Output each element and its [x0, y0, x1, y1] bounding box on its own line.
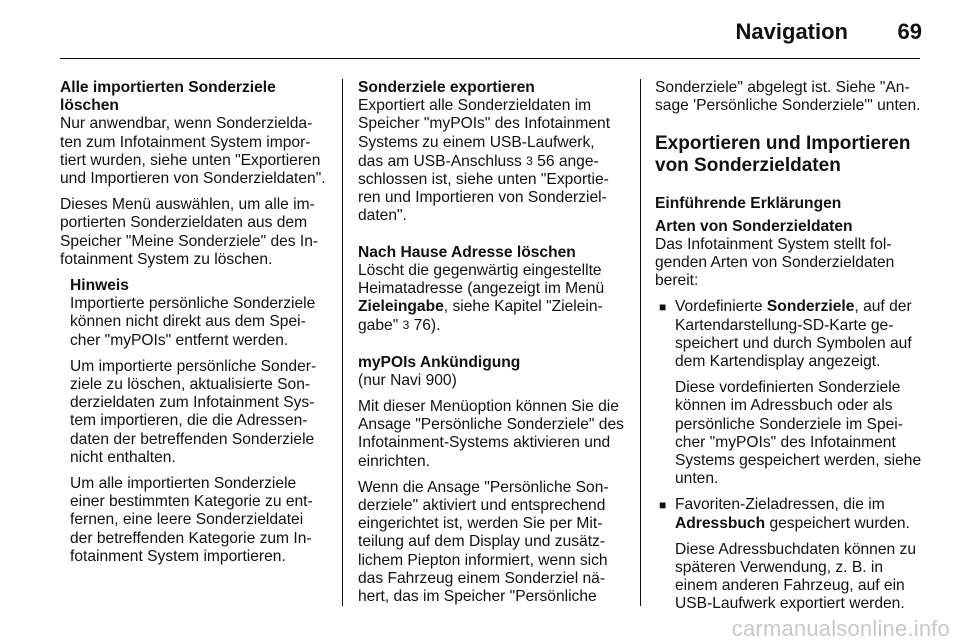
note-box — [60, 277, 326, 566]
chapter-heading-export-import: Exportieren und Importieren von Sonderzieldaten — [655, 133, 911, 177]
paragraph: Sonderziele" abgelegt ist. Siehe "Ansage 'Persönliche Sonderziele'" unten. — [655, 79, 921, 115]
list-subparagraph: Diese vordefinierten Sonderziele können im Adressbuch oder als persönliche Sonderziele im Speicher "myPOIs" des Infotainment Systems gespeichert werden, siehe unten. — [675, 379, 922, 488]
list-item — [655, 496, 923, 532]
column-3 — [655, 79, 923, 622]
page-number: 69 — [897, 19, 922, 44]
bullet-icon: ■ — [659, 300, 667, 315]
note-title: Hinweis — [70, 277, 129, 295]
paragraph: (nur Navi 900) — [358, 371, 457, 389]
text-run: , auf der Kartendarstellung-SD-Karte gespeichert und durch Symbolen auf dem Kartendisplay angezeigt. — [675, 298, 912, 371]
paragraph: Dieses Menü auswählen, um alle importierten Sonderzieldaten aus dem Speicher "Meine Sonderziele" des Infotainment System zu löschen. — [60, 196, 319, 268]
column-divider-1 — [342, 79, 343, 606]
paragraph: Das Infotainment System stellt folgenden Arten von Sonderzieldaten bereit: — [655, 235, 895, 290]
paragraph: Mit dieser Menüoption können Sie die Ansage "Persönliche Sonderziele" des Infotainment-Systems aktivieren und einrichten. — [358, 398, 624, 470]
list-subparagraph: Diese Adressbuchdaten können zu späteren Verwendung, z. B. in einem anderen Fahrzeug, auf ein USB-Laufwerk exportiert werden. — [675, 540, 917, 613]
page-header — [0, 0, 960, 58]
text-run: Löscht die gegenwärtig eingestellte Heimatadresse (angezeigt im Menü — [358, 261, 605, 298]
text-run: , siehe Kapitel "Zieleingabe" — [358, 298, 603, 335]
section-heading-delete-imported: Alle importierten Sonderziele löschen — [60, 79, 276, 115]
list-item — [655, 298, 923, 371]
page-reference-arrow-icon: 3 — [526, 153, 533, 168]
paragraph — [358, 97, 624, 225]
menu-term: Adressbuch — [675, 514, 766, 532]
paragraph: Nur anwendbar, wenn Sonderzieldaten zum Infotainment System importiert wurden, siehe unten "Exportieren und Importieren von Sonderzieldaten". — [60, 115, 326, 188]
note-paragraph: Um importierte persönliche Sonderziele zu löschen, aktualisierte Sonderzieldaten zum Infotainment System importieren, die die Adressendaten der betreffenden Sonderziele nicht enthalten. — [70, 357, 317, 466]
section-heading-mypois-announcement: myPOIs Ankündigung — [358, 353, 521, 371]
section-heading-export-poi: Sonderziele exportieren — [358, 79, 535, 96]
text-run: 56 angeschlossen ist, siehe unten "Exportieren und Importieren von Sonderzieldaten". — [358, 152, 609, 225]
text-run: Exportiert alle Sonderzieldaten im Speicher "myPOIs" des Infotainment Systems zu einem USB-Laufwerk, das am USB-Anschluss — [358, 97, 611, 170]
column-1 — [60, 79, 326, 574]
page-reference-arrow-icon: 3 — [402, 318, 410, 333]
bullet-icon: ■ — [659, 498, 667, 513]
paragraph: Wenn die Ansage "Persönliche Sonderziele" aktiviert und entsprechend eingerichtet ist, werden Sie per Mitteilung auf dem Display und zusätzlichem Piepton informiert, wenn sich das Fahrzeug einem Sonderziel nähert, das im Speicher "Persönliche — [358, 478, 609, 606]
section-heading-intro: Einführende Erklärungen — [655, 195, 842, 213]
text-run: Favoriten-Zieladressen, die im — [675, 496, 885, 514]
text-run: 76). — [409, 317, 441, 335]
subsection-heading-poi-types: Arten von Sonderzieldaten — [655, 217, 853, 235]
text-run: Vordefinierte — [675, 298, 767, 316]
text-run: gespeichert wurden. — [765, 514, 910, 532]
column-2 — [358, 79, 624, 614]
watermark: carmanualsonline.info — [731, 616, 950, 641]
header-rule — [60, 58, 920, 59]
note-paragraph: Um alle importierten Sonderziele einer bestimmten Kategorie zu entfernen, eine leere Sonderzieldatei der betreffenden Kategorie zum Infotainment System importieren. — [70, 475, 313, 565]
column-divider-2 — [640, 79, 641, 606]
menu-term: Sonderziele — [766, 298, 855, 316]
page-title: Navigation — [735, 19, 848, 44]
paragraph — [358, 262, 624, 336]
note-paragraph: Importierte persönliche Sonderziele können nicht direkt aus dem Speicher "myPOIs" entfernt werden. — [70, 295, 316, 349]
menu-term: Zieleingabe — [358, 298, 444, 316]
section-heading-delete-home: Nach Hause Adresse löschen — [358, 243, 576, 261]
